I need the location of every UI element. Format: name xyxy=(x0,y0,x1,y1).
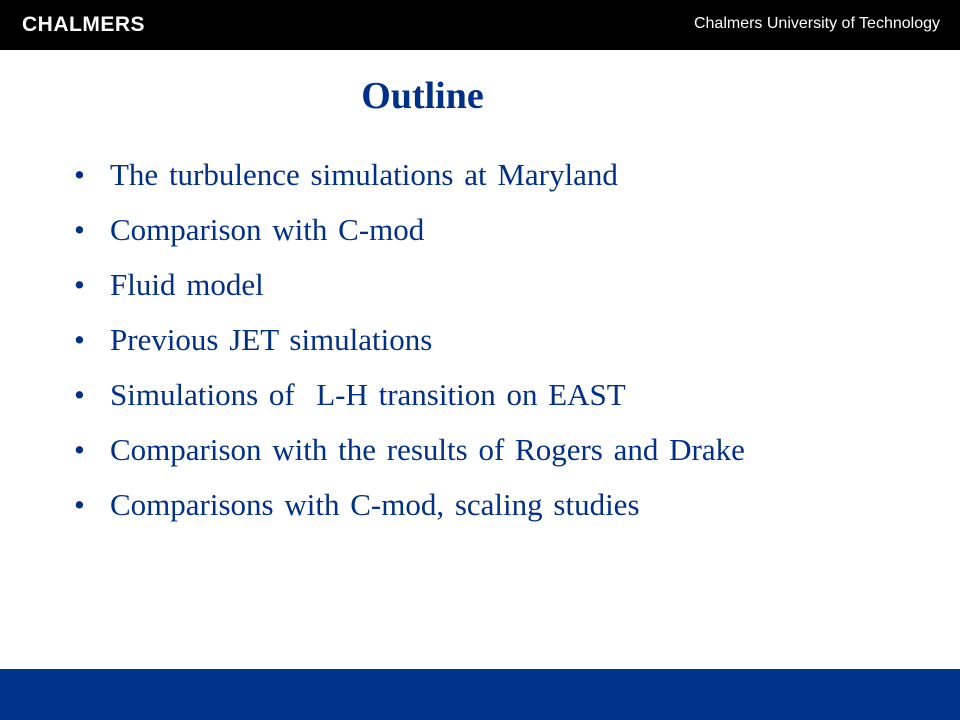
bullet-icon: • xyxy=(74,322,85,357)
list-item xyxy=(74,377,934,432)
list-item-text: The turbulence simulations at Maryland xyxy=(110,157,618,192)
list-item xyxy=(74,432,934,487)
footer-bar xyxy=(0,669,960,720)
slide-title: Outline xyxy=(361,75,484,117)
list-item-text: Comparison with C-mod xyxy=(110,212,425,247)
bullet-icon: • xyxy=(74,212,85,247)
bullet-icon: • xyxy=(74,377,85,412)
list-item xyxy=(74,157,934,212)
bullet-icon: • xyxy=(74,157,85,192)
list-item-text: Comparison with the results of Rogers and Drake xyxy=(110,432,745,467)
header-bar xyxy=(0,0,960,50)
list-item-text: Simulations of L-H transition on EAST xyxy=(110,377,626,412)
bullet-icon: • xyxy=(74,487,85,522)
list-item-text: Fluid model xyxy=(110,267,264,302)
list-item-text: Previous JET simulations xyxy=(110,322,433,357)
list-item xyxy=(74,487,934,542)
list-item xyxy=(74,322,934,377)
list-item xyxy=(74,267,934,322)
list-item-text: Comparisons with C-mod, scaling studies xyxy=(110,487,640,522)
chalmers-logo: CHALMERS xyxy=(22,13,145,36)
outline-list xyxy=(74,157,934,542)
bullet-icon: • xyxy=(74,432,85,467)
list-item xyxy=(74,212,934,267)
university-name: Chalmers University of Technology xyxy=(693,15,940,32)
bullet-icon: • xyxy=(74,267,85,302)
